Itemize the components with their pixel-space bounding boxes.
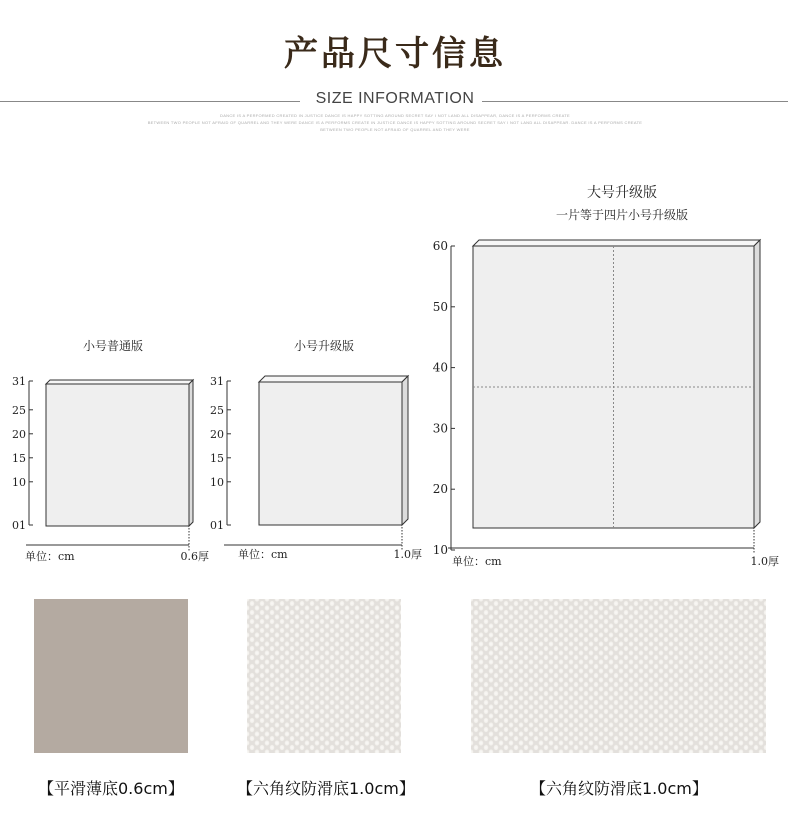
diagram-2-mat-top bbox=[259, 376, 408, 382]
diagram-2-y-tick-label: 20 bbox=[210, 427, 224, 441]
diagram-3-y-tick-label: 20 bbox=[432, 482, 448, 497]
diagram-2-y-tick-label: 31 bbox=[210, 375, 224, 388]
page-subtitle: SIZE INFORMATION bbox=[315, 90, 475, 107]
diagram-2-mat-face bbox=[259, 382, 402, 525]
caption-hex-small: 【六角纹防滑底1.0cm】 bbox=[237, 779, 415, 798]
diagram-1-y-tick-label: 01 bbox=[12, 519, 26, 532]
diagram-3-subtitle: 一片等于四片小号升级版 bbox=[555, 208, 689, 222]
diagram-2-unit-label: 单位：cm bbox=[238, 548, 288, 561]
diagram-3-thickness-label: 1.0厚 bbox=[750, 555, 779, 568]
sample-hex-large bbox=[471, 599, 766, 753]
diagram-2-mat-side bbox=[402, 376, 408, 525]
diagram-3-mat-top bbox=[473, 240, 760, 246]
diagram-3-y-tick-label: 50 bbox=[432, 299, 448, 314]
diagram-3-y-tick-label: 60 bbox=[432, 239, 448, 253]
sample-hex-small bbox=[247, 599, 401, 753]
diagram-1-y-tick-label: 31 bbox=[12, 375, 26, 388]
diagram-1-y-tick-label: 20 bbox=[12, 427, 26, 441]
fine-print-line-2: BETWEEN TWO PEOPLE NOT AFRAID OF QUARREL AND THEY WERE DANCE IS A PERFORMS CREATE IN JUSTICE DANCE IS HAPPY SOTTING AROUND SECRET SAY I NOT LAND ALL DISAPPEAR. DANCE IS A PERFORMS CREATE bbox=[147, 120, 643, 125]
diagram-3-y-tick-label: 30 bbox=[432, 421, 448, 436]
diagram-1-y-tick-label: 15 bbox=[12, 451, 26, 465]
page-title: 产品尺寸信息 bbox=[284, 34, 506, 74]
diagram-1-mat-face bbox=[46, 384, 189, 526]
diagram-2-y-tick-label: 25 bbox=[210, 403, 224, 417]
diagram-3-unit-label: 单位：cm bbox=[452, 555, 502, 568]
diagram-2-y-tick-label: 01 bbox=[210, 519, 224, 532]
sample-flat-base bbox=[34, 599, 188, 753]
diagram-1-mat-top bbox=[46, 380, 193, 384]
fine-print-line-3: BETWEEN TWO PEOPLE NOT AFRAID OF QUARREL AND THEY WERE bbox=[320, 127, 470, 132]
diagram-1-title: 小号普通版 bbox=[82, 339, 144, 353]
diagram-3-mat-side bbox=[754, 240, 760, 528]
caption-hex-large: 【六角纹防滑底1.0cm】 bbox=[530, 779, 708, 798]
diagram-1-unit-label: 单位：cm bbox=[25, 550, 75, 563]
diagram-2-thickness-label: 1.0厚 bbox=[393, 548, 422, 561]
diagram-2-title: 小号升级版 bbox=[293, 339, 355, 353]
diagram-1-mat-side bbox=[189, 380, 193, 526]
diagram-1-y-tick-label: 10 bbox=[12, 475, 26, 489]
diagram-1-thickness-label: 0.6厚 bbox=[180, 550, 209, 563]
diagram-1-y-tick-label: 25 bbox=[12, 403, 26, 417]
diagram-2-y-tick-label: 10 bbox=[210, 475, 224, 489]
diagram-3-y-tick-label: 40 bbox=[432, 360, 448, 375]
caption-flat: 【平滑薄底0.6cm】 bbox=[38, 779, 184, 798]
diagram-3-y-tick-label: 10 bbox=[432, 543, 448, 557]
diagram-3-title: 大号升级版 bbox=[587, 185, 657, 201]
diagram-2-y-tick-label: 15 bbox=[210, 451, 224, 465]
fine-print-line-1: DANCE IS A PERFORMED CREATED IN JUSTICE DANCE IS HAPPY SOTTING AROUND SECRET SAY I NOT LAND ALL DISAPPEAR, DANCE IS A PERFORMS CREATE bbox=[220, 113, 570, 118]
